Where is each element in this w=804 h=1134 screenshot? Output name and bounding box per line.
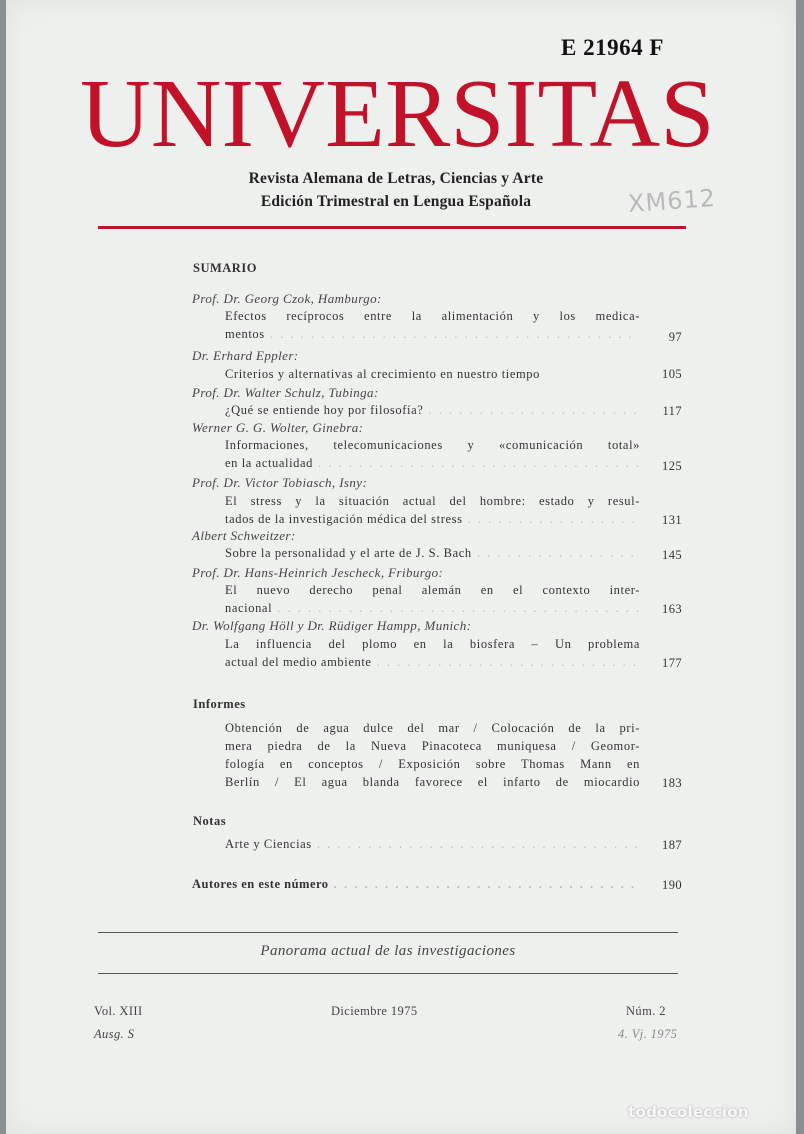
magazine-cover <box>6 0 796 1134</box>
toc-author: Albert Schweitzer : <box>192 528 296 544</box>
watermark: todocoleccion <box>628 1103 749 1121</box>
toc-title-line: El nuevo derecho penal alemán en el contexto inter- <box>225 583 640 597</box>
sumario-heading: SUMARIO <box>193 261 257 275</box>
toc-page-number: 163 <box>662 602 682 616</box>
toc-title-line: ¿Qué se entiende hoy por filosofía? . . . <box>225 403 640 418</box>
informes-line: Berlín / El agua blanda favorece el infarto de miocardio <box>225 775 640 789</box>
issue-number: Núm. 2 <box>626 1004 666 1018</box>
toc-page-number: 145 <box>662 548 682 562</box>
toc-page-number: 177 <box>662 656 682 670</box>
toc-author: Prof. Dr. Walter Schulz, Tubinga : <box>192 385 379 401</box>
toc-title-line: Criterios y alternativas al crecimiento en nuestro tiempo <box>225 367 541 381</box>
informes-heading: Informes <box>193 697 246 711</box>
toc-title-line: tados de la investigación médica del stress . . . <box>225 512 640 527</box>
informes-line: Obtención de agua dulce del mar / Colocación de la pri- <box>225 721 640 735</box>
divider-top <box>98 932 678 933</box>
toc-page-number: 125 <box>662 459 682 473</box>
toc-author: Prof. Dr. Georg Czok, Hamburgo : <box>192 291 382 307</box>
informes-line: fología en conceptos / Exposición sobre Thomas Mann en <box>225 757 640 771</box>
toc-page-number: 131 <box>662 513 682 527</box>
toc-title-line: actual del medio ambiente . . . <box>225 655 640 670</box>
toc-title-line: Sobre la personalidad y el arte de J. S. Bach . . . <box>225 546 640 561</box>
subtitle-line-2: Edición Trimestral en Lengua Española <box>260 193 532 210</box>
informes-line: mera piedra de la Nueva Pinacoteca muniquesa / Geomor- <box>225 739 640 753</box>
toc-page-number: 105 <box>662 367 682 381</box>
ausg-label: Ausg. S <box>94 1027 135 1041</box>
toc-title-line: nacional . . . <box>225 601 640 616</box>
autores-label: Autores en este número . . . <box>192 877 640 892</box>
toc-title-line: mentos . . . <box>225 327 640 342</box>
notas-page-number: 187 <box>662 838 682 852</box>
panorama-line: Panorama actual de las investigaciones <box>260 943 516 959</box>
toc-author: Prof. Dr. Victor Tobiasch, Isny : <box>192 475 367 491</box>
notas-item: Arte y Ciencias . . . <box>225 837 640 852</box>
autores-page-number: 190 <box>662 878 682 892</box>
toc-author: Prof. Dr. Hans-Heinrich Jescheck, Friburgo : <box>192 565 443 581</box>
issue-date: Diciembre 1975 <box>331 1004 418 1018</box>
magazine-title: UNIVERSITAS <box>80 60 715 168</box>
red-divider <box>98 226 686 229</box>
catalog-code: E 21964 F <box>561 35 664 60</box>
toc-author: Werner G. G. Wolter, Ginebra : <box>192 420 363 436</box>
toc-page-number: 97 <box>668 330 682 344</box>
date-stamp: 4. Vj. 1975 <box>618 1027 678 1041</box>
subtitle-line-1: Revista Alemana de Letras, Ciencias y Arte <box>248 170 544 187</box>
informes-page-number: 183 <box>662 776 682 790</box>
notas-heading: Notas <box>193 814 227 828</box>
toc-author: Dr. Erhard Eppler : <box>192 348 299 364</box>
toc-title-line: Efectos recíprocos entre la alimentación y los medica- <box>225 309 640 323</box>
toc-title-line: El stress y la situación actual del hombre: estado y resul- <box>225 494 640 508</box>
divider-bottom <box>98 973 678 974</box>
volume-label: Vol. XIII <box>94 1004 143 1018</box>
toc-title-line: en la actualidad . . . <box>225 456 640 471</box>
toc-title-line: La influencia del plomo en la biosfera – Un problema <box>225 637 640 651</box>
handwritten-note: XM612 <box>627 183 717 219</box>
toc-title-line: Informaciones, telecomunicaciones y «comunicación total» <box>225 438 640 452</box>
toc-page-number: 117 <box>662 404 682 418</box>
toc-author: Dr. Wolfgang Höll y Dr. Rüdiger Hampp, Munich : <box>192 618 471 634</box>
